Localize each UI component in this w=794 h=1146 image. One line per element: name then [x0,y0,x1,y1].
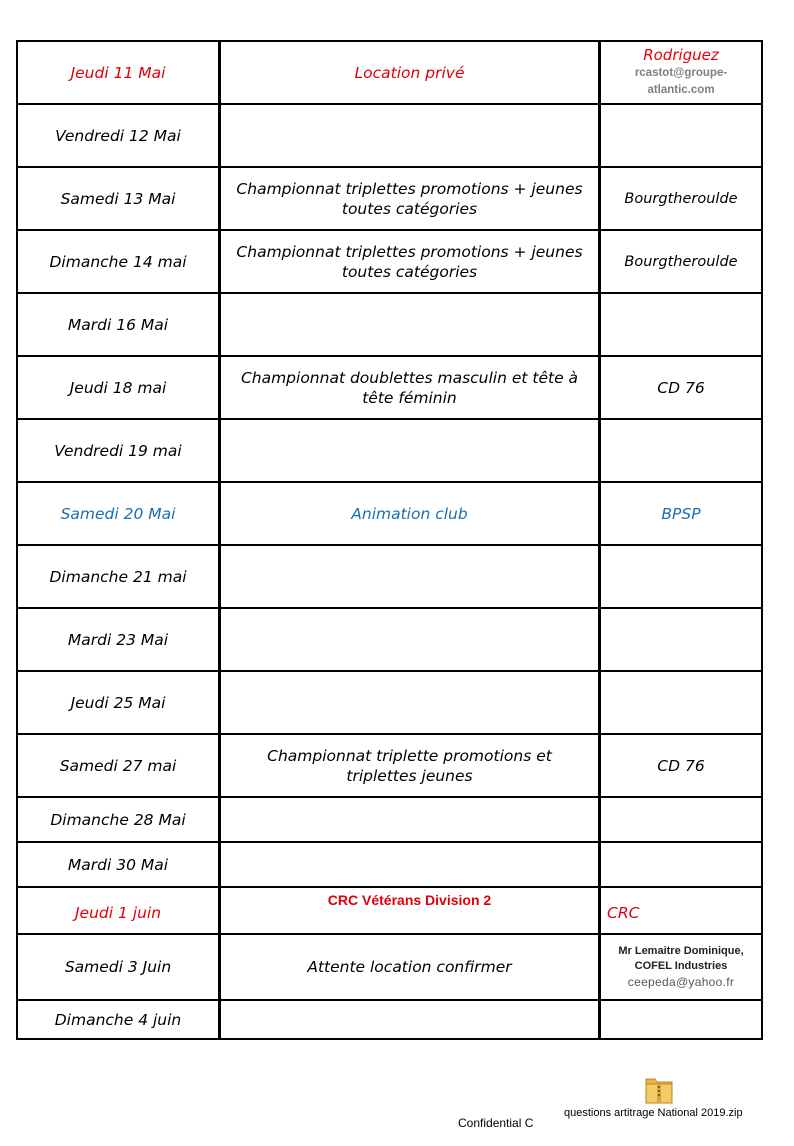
date-label: Jeudi 25 Mai [70,693,166,712]
date-cell [18,798,221,841]
date-cell [18,843,221,886]
organizer-cell [601,42,761,103]
table-row [18,888,761,935]
table-row [18,231,761,294]
date-cell [18,672,221,733]
event-cell [221,798,601,841]
event-cell [221,294,601,355]
date-cell [18,1001,221,1038]
date-cell [18,546,221,607]
event-label: Championnat triplettes promotions + jeunes toutes catégories [236,242,583,281]
date-cell [18,888,221,933]
table-row [18,843,761,888]
table-row [18,357,761,420]
schedule-table [16,40,763,1040]
date-label: Samedi 3 Juin [64,958,172,976]
event-cell [221,420,601,481]
organizer-cell [601,231,761,292]
organizer-cell [601,294,761,355]
organizer-cell [601,357,761,418]
date-label: Samedi 13 Mai [60,189,176,208]
date-label: Samedi 20 Mai [60,504,176,523]
event-cell [221,168,601,229]
date-cell [18,105,221,166]
event-cell [221,935,601,999]
date-label: Samedi 27 mai [59,756,177,775]
organizer-cell [601,546,761,607]
date-cell [18,294,221,355]
event-cell [221,231,601,292]
date-cell [18,609,221,670]
organizer-label: Bourgtheroulde [624,253,738,270]
organizer-cell [601,105,761,166]
organizer-email[interactable]: ceepeda@yahoo.fr [627,974,735,989]
confidential-label: Confidential C [458,1116,534,1130]
date-label: Jeudi 18 mai [69,378,167,397]
event-label: Location privé [354,63,465,82]
event-label: Championnat triplettes promotions + jeunes toutes catégories [236,179,583,218]
date-cell [18,231,221,292]
organizer-cell [601,609,761,670]
organizer-label: Bourgtheroulde [624,190,738,207]
organizer-label: CD 76 [657,756,705,775]
date-label: Vendredi 19 mai [54,441,182,460]
table-row [18,168,761,231]
organizer-cell [601,168,761,229]
date-label: Jeudi 11 Mai [70,63,166,82]
event-cell [221,105,601,166]
organizer-cell [601,483,761,544]
event-label: Attente location confirmer [307,958,512,976]
event-cell [221,483,601,544]
table-row [18,105,761,168]
date-cell [18,357,221,418]
table-row [18,609,761,672]
event-cell [221,888,601,933]
event-label: Animation club [351,504,468,523]
date-label: Mardi 16 Mai [67,315,169,334]
table-row [18,1001,761,1038]
event-label: CRC Vétérans Division 2 [327,892,492,908]
organizer-label: CD 76 [657,378,705,397]
date-label: Dimanche 4 juin [54,1010,182,1029]
attachment-filename[interactable]: questions artitrage National 2019.zip [564,1107,743,1119]
table-row [18,672,761,735]
table-row [18,483,761,546]
date-cell [18,420,221,481]
table-row [18,294,761,357]
event-label: Championnat triplette promotions et triplettes jeunes [267,746,552,785]
date-label: Vendredi 12 Mai [55,126,181,145]
date-cell [18,42,221,103]
date-cell [18,935,221,999]
event-cell [221,357,601,418]
organizer-cell [601,888,761,933]
organizer-label: BPSP [661,504,701,523]
organizer-cell [601,798,761,841]
event-label: Championnat doublettes masculin et tête à tête féminin [240,368,579,407]
table-row [18,546,761,609]
event-cell [221,1001,601,1038]
date-label: Dimanche 28 Mai [50,810,186,829]
organizer-cell [601,935,761,999]
event-cell [221,609,601,670]
organizer-cell [601,672,761,733]
organizer-label: CRC [607,903,640,922]
event-cell [221,843,601,886]
organizer-contact: Mr Lemaitre Dominique, COFEL Industries [618,944,744,972]
table-row [18,735,761,798]
event-cell [221,672,601,733]
table-row [18,42,761,105]
date-cell [18,483,221,544]
organizer-name: Rodriguez [643,46,719,64]
date-cell [18,168,221,229]
date-label: Dimanche 14 mai [49,252,187,271]
table-row [18,420,761,483]
date-cell [18,735,221,796]
table-row [18,798,761,843]
table-row [18,935,761,1001]
organizer-cell [601,1001,761,1038]
date-label: Jeudi 1 juin [74,903,162,922]
event-cell [221,42,601,103]
organizer-cell [601,843,761,886]
organizer-cell [601,735,761,796]
date-label: Dimanche 21 mai [49,567,187,586]
event-cell [221,735,601,796]
date-label: Mardi 30 Mai [67,855,169,874]
organizer-email[interactable]: rcastot@groupe-atlantic.com [634,67,728,96]
date-label: Mardi 23 Mai [67,630,169,649]
zip-folder-icon[interactable] [644,1073,674,1105]
event-cell [221,546,601,607]
organizer-cell [601,420,761,481]
